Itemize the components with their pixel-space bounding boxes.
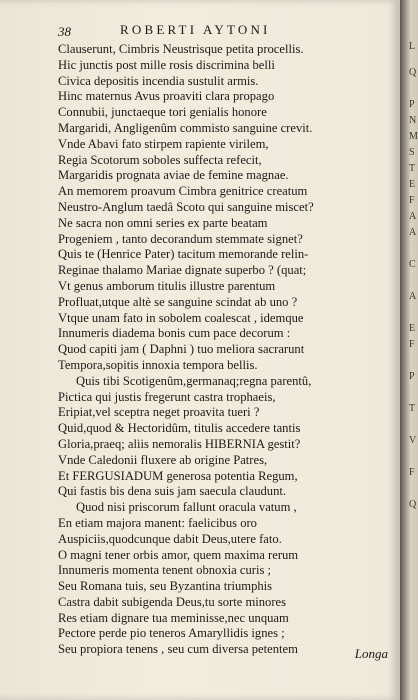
verse-line: Clauserunt, Cimbris Neustrisque petita procellis.: [58, 42, 304, 56]
verse-line: Res etiam dignare tua meminisse,nec unquam: [58, 610, 289, 625]
facing-page-edge: [408, 0, 418, 700]
verse-line: Vnde Caledonii fluxere ab origine Patres,: [58, 452, 268, 467]
verse-line: Seu propiora tenens , seu cum diversa petentem: [58, 642, 298, 657]
facing-page-letter: N: [409, 115, 417, 126]
verse-line: Quod capiti jam ( Daphni ) tuo meliora sacrarunt: [58, 342, 305, 357]
catchword: Longa: [354, 646, 388, 661]
verse-line: Quod nisi priscorum fallunt oracula vatum ,: [76, 500, 297, 515]
facing-page-letter: E: [409, 323, 416, 334]
facing-page-letter: F: [409, 467, 415, 478]
verse-line: Connubii, junctaeque tori genialis honore: [58, 105, 267, 120]
facing-page-letter: L: [409, 41, 416, 52]
verse-line: Quis te (Henrice Pater) tacitum memorande relin-: [58, 247, 309, 262]
verse-line: Et FERGUSIADUM generosa potentia Regum,: [58, 468, 298, 483]
verse-line: Tempora,sopitis innoxia tempora bellis.: [58, 357, 258, 372]
verse-line: Hinc maternus Avus proaviti clara propago: [58, 89, 275, 104]
facing-page-letter: A: [409, 211, 417, 222]
verse-line: Qui fastis bis dena suis jam saecula claudunt.: [58, 484, 287, 499]
facing-page-letter: F: [409, 339, 415, 350]
verse-line: Margaridis prognata aviae de femine magnae.: [58, 168, 289, 183]
facing-page-letter: C: [409, 259, 416, 270]
verse-line: Pictica qui justis fregerunt castra trophaeis,: [58, 389, 276, 404]
poem-text: [58, 42, 394, 658]
verse-line: Progeniem , tanto decorandum stemmate signet?: [58, 231, 303, 246]
verse-line: Vnde Abavi fato stirpem rapiente virilem,: [58, 136, 269, 151]
facing-page-letter: T: [409, 403, 416, 414]
verse-line: Neustro-Anglum taedâ Scoto qui sanguine miscet?: [58, 199, 314, 214]
page-number: 38: [58, 24, 71, 39]
verse-line: O magni tener orbis amor, quem maxima rerum: [58, 547, 299, 562]
verse-line: Seu Romana tuis, seu Byzantina triumphis: [58, 579, 273, 594]
verse-line: Civica depositis incendia sustulit armis.: [58, 73, 259, 88]
running-head: ROBERTI AYTONI: [120, 22, 271, 37]
facing-page-letter: V: [409, 435, 417, 446]
facing-page-letter: M: [409, 131, 418, 142]
page-header: [58, 20, 388, 44]
verse-line: En etiam majora manent: faelicibus oro: [58, 515, 257, 530]
verse-line: Castra dabit subigenda Deus,tu sorte minores: [58, 594, 287, 609]
verse-line: Margaridi, Angligenûm commisto sanguine crevit.: [58, 120, 313, 135]
verse-line: Reginae thalamo Mariae dignate superbo ? (quat;: [58, 263, 307, 278]
verse-line: An memorem proavum Cimbra genitrice creatum: [58, 184, 308, 199]
verse-line: Innumeris diadema bonis cum pace decorum :: [58, 326, 291, 341]
facing-page-letter: P: [409, 371, 415, 382]
facing-page-letter: Q: [409, 499, 417, 510]
verse-line: Hic junctis post mille rosis discrimina belli: [58, 57, 275, 72]
verse-line: Eripiat,vel sceptra neget proavita tueri ?: [58, 405, 260, 420]
facing-page-letter: A: [409, 227, 417, 238]
verse-line: Regia Scotorum soboles suffecta refecit,: [58, 152, 262, 167]
verse-line: Quis tibi Scotigenûm,germanaq;regna parentû,: [76, 373, 312, 388]
facing-page-letter: T: [409, 163, 416, 174]
verse-line: Ne sacra non omni series ex parte beatam: [58, 215, 268, 230]
facing-page-letter: E: [409, 179, 416, 190]
verse-line: Auspiciis,quodcunque dabit Deus,utere fato.: [58, 531, 282, 546]
verse-line: Vtque unam fato in sobolem coalescat , idemque: [58, 310, 304, 325]
verse-line: Gloria,praeq; aliis nemoralis HIBERNIA gestit?: [58, 436, 301, 451]
verse-line: Innumeris momenta tenent obnoxia curis ;: [58, 563, 271, 578]
facing-page-letter: Q: [409, 67, 417, 78]
facing-page-letter: P: [409, 99, 415, 110]
verse-line: Quid,quod & Hectoridûm, titulis accedere tantis: [58, 421, 301, 436]
verse-line: Vt genus amborum titulis illustre parentum: [58, 278, 276, 293]
verse-line: Profluat,utque altè se sanguine scindat ab uno ?: [58, 294, 298, 309]
facing-page-letter: A: [409, 291, 417, 302]
facing-page-letter: F: [409, 195, 415, 206]
verse-line: Pectore perde pio teneros Amaryllidis ignes ;: [58, 626, 285, 641]
catchword-row: [58, 646, 388, 664]
facing-page-letter: S: [409, 147, 415, 158]
